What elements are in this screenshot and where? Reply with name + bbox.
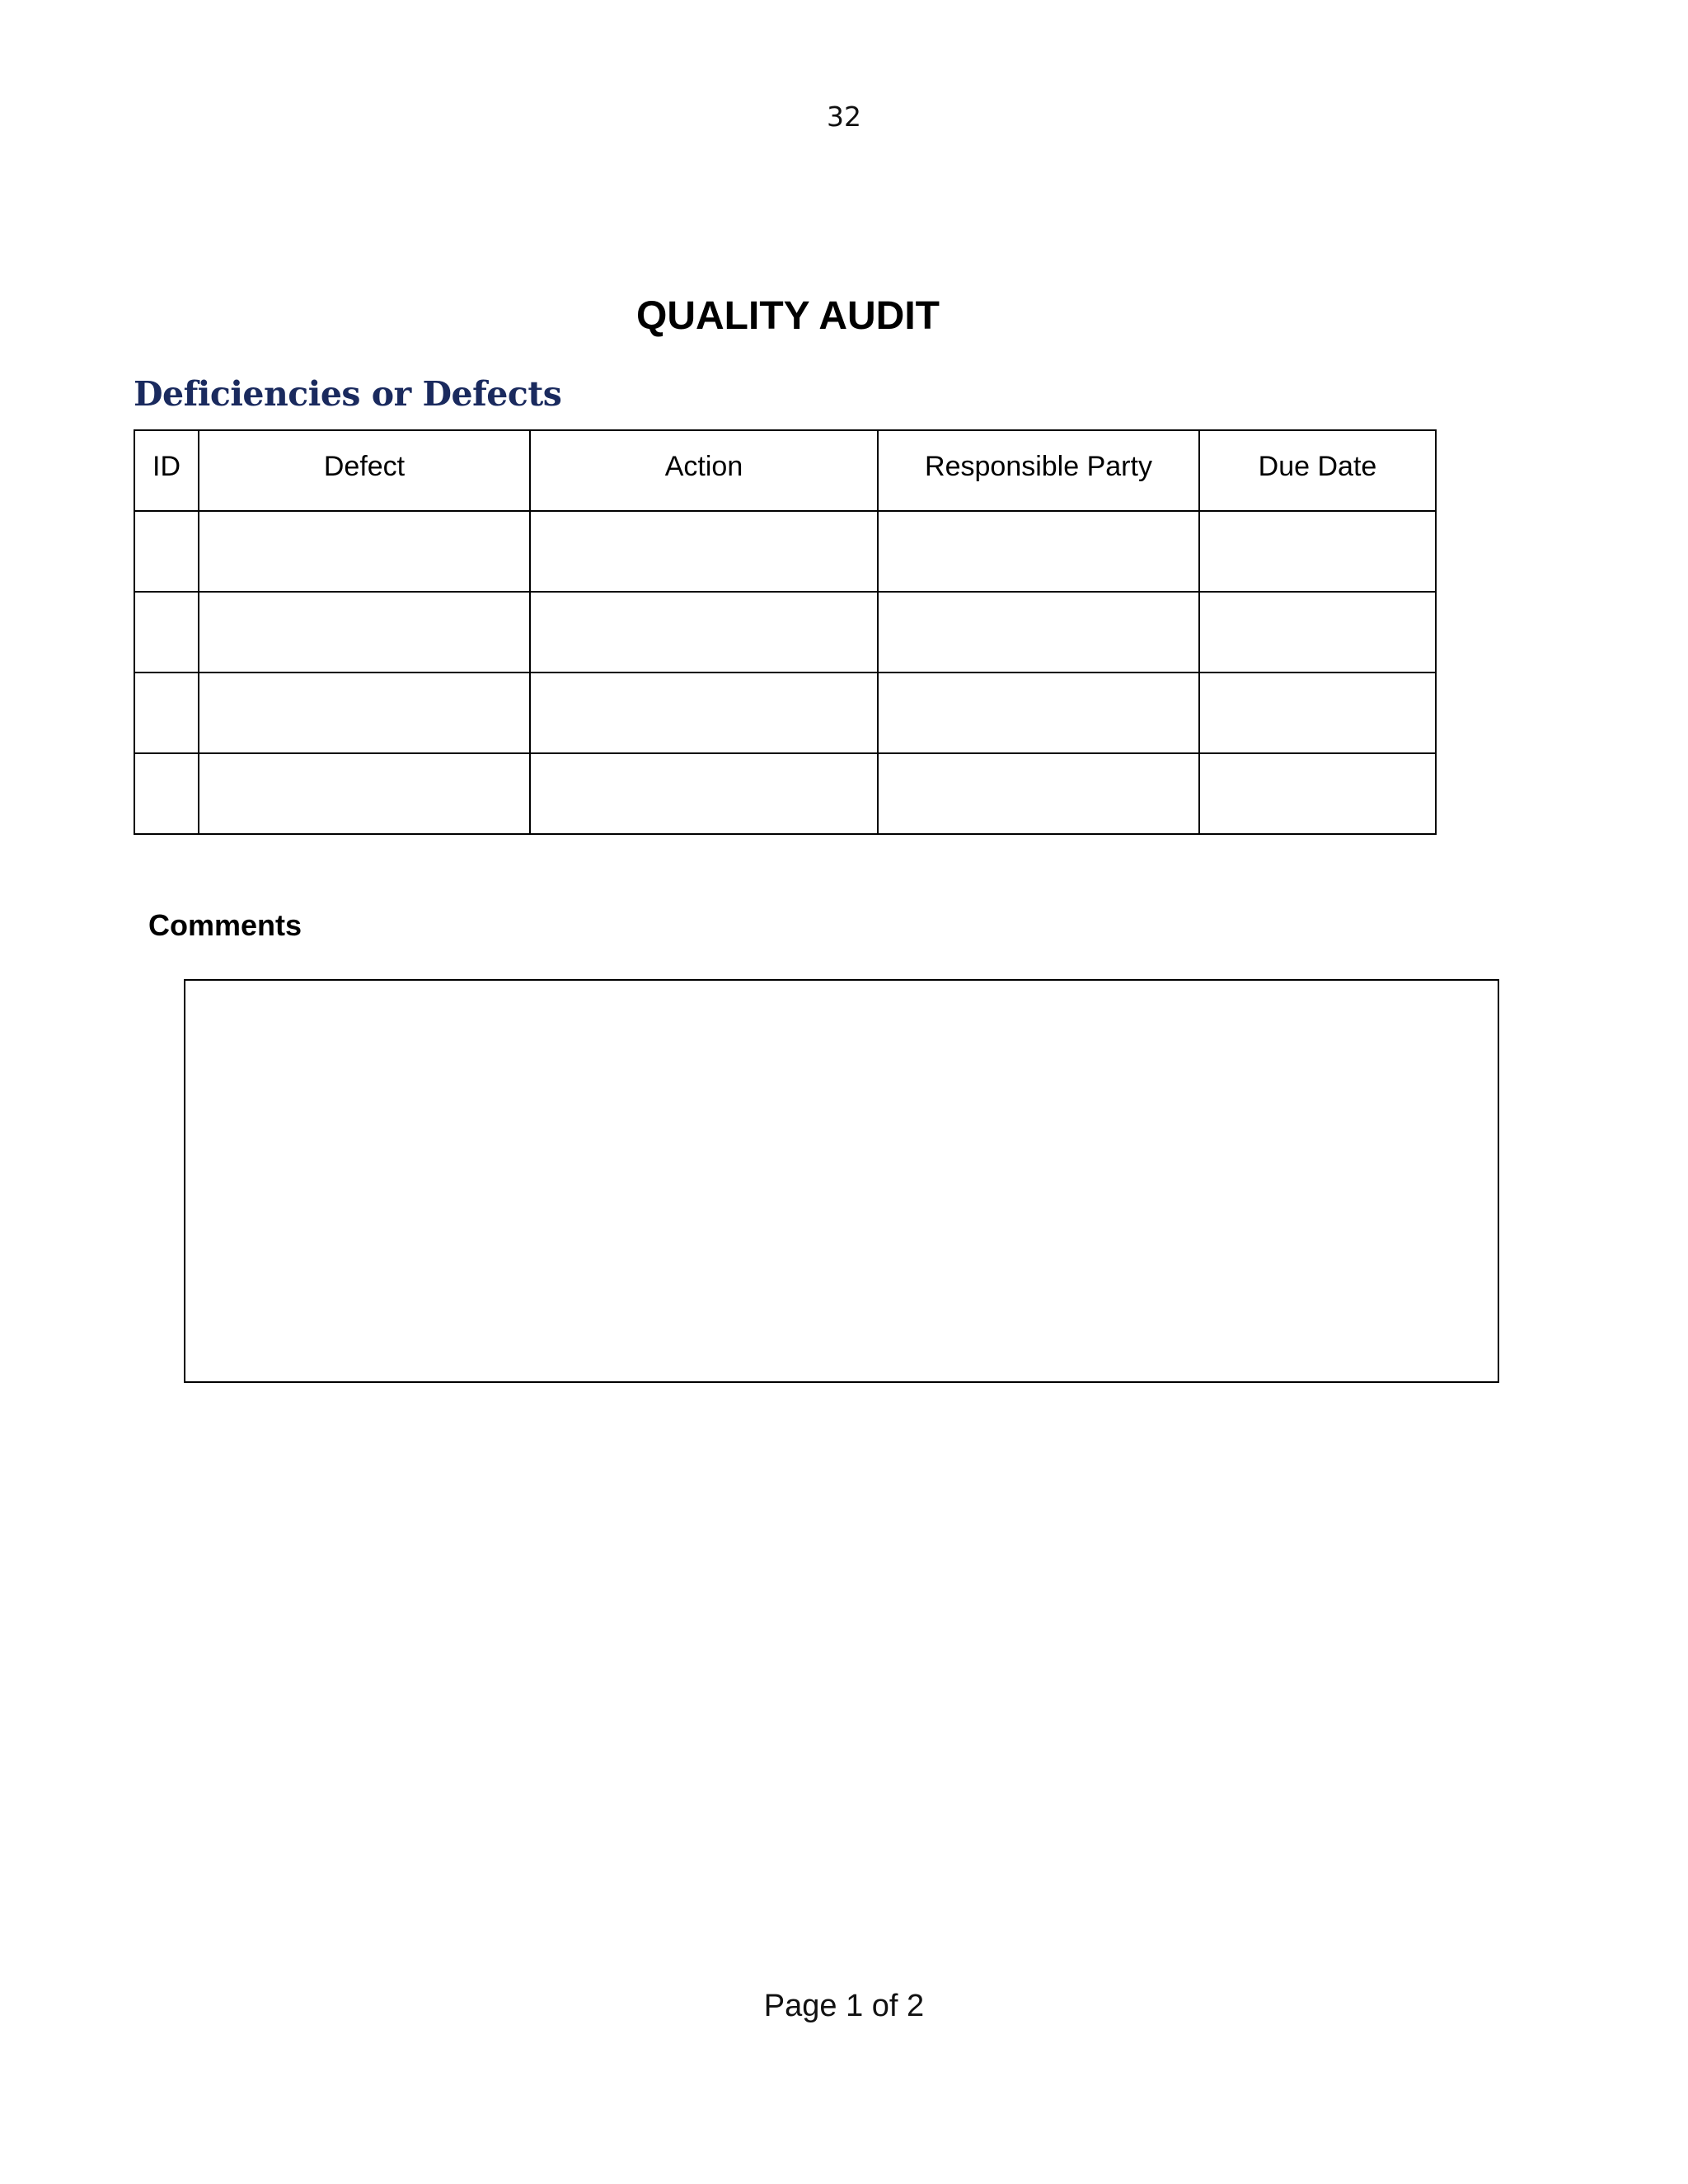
cell-id[interactable] <box>134 673 199 753</box>
cell-responsible-party[interactable] <box>878 511 1199 592</box>
section-heading: Deficiencies or Defects <box>134 374 562 414</box>
table-row <box>134 673 1436 753</box>
defects-table <box>134 429 1437 835</box>
cell-due-date[interactable] <box>1199 592 1436 673</box>
comments-box[interactable] <box>184 979 1499 1383</box>
cell-action[interactable] <box>530 753 878 834</box>
page-number: 32 <box>827 101 861 133</box>
cell-action[interactable] <box>530 673 878 753</box>
comments-label: Comments <box>148 908 302 942</box>
cell-due-date[interactable] <box>1199 753 1436 834</box>
cell-responsible-party[interactable] <box>878 673 1199 753</box>
cell-defect[interactable] <box>199 511 530 592</box>
cell-defect[interactable] <box>199 753 530 834</box>
cell-due-date[interactable] <box>1199 673 1436 753</box>
table-row <box>134 511 1436 592</box>
table-header-row <box>134 430 1436 511</box>
cell-responsible-party[interactable] <box>878 753 1199 834</box>
cell-responsible-party[interactable] <box>878 592 1199 673</box>
page-footer: Page 1 of 2 <box>763 1989 925 2023</box>
cell-action[interactable] <box>530 511 878 592</box>
cell-due-date[interactable] <box>1199 511 1436 592</box>
document-title: QUALITY AUDIT <box>636 294 940 338</box>
cell-id[interactable] <box>134 592 199 673</box>
table-row <box>134 753 1436 834</box>
cell-id[interactable] <box>134 511 199 592</box>
column-header-action: Action <box>530 430 878 511</box>
cell-action[interactable] <box>530 592 878 673</box>
cell-defect[interactable] <box>199 592 530 673</box>
table-row <box>134 592 1436 673</box>
column-header-due-date: Due Date <box>1199 430 1436 511</box>
column-header-id: ID <box>134 430 199 511</box>
cell-defect[interactable] <box>199 673 530 753</box>
cell-id[interactable] <box>134 753 199 834</box>
column-header-responsible-party: Responsible Party <box>878 430 1199 511</box>
column-header-defect: Defect <box>199 430 530 511</box>
